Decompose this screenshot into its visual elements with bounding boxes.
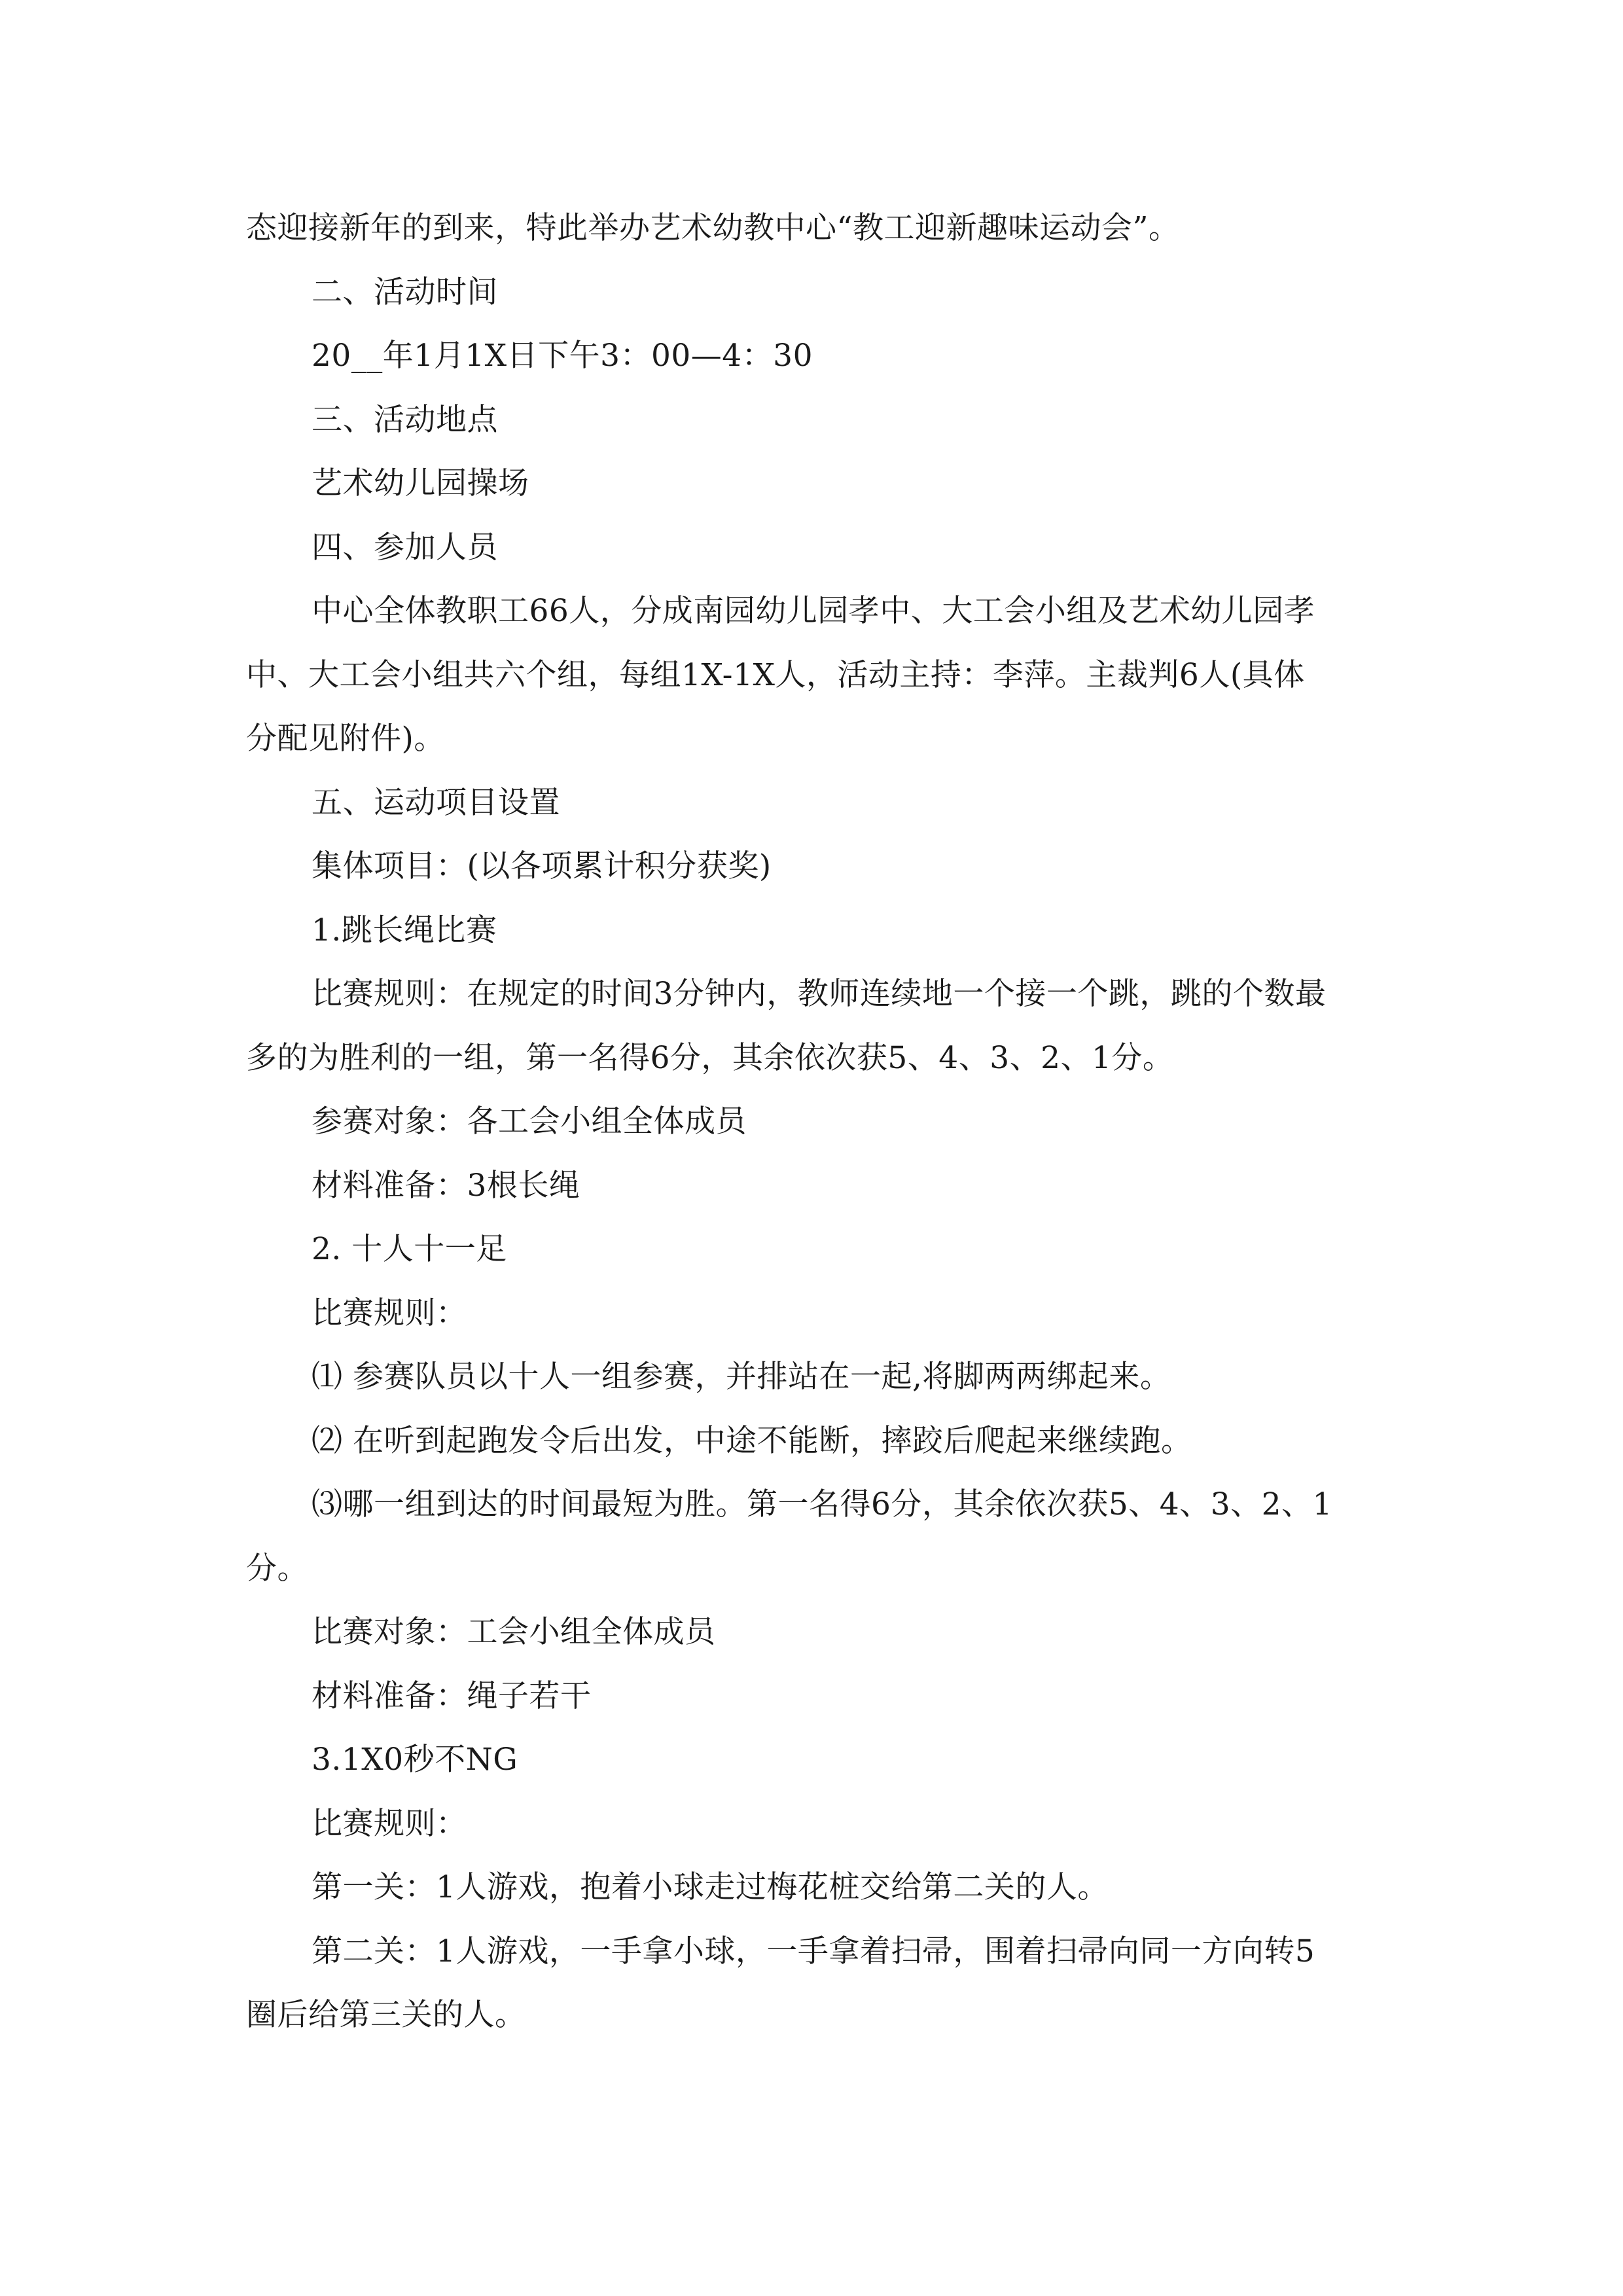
section-heading-location: 三、活动地点 — [312, 401, 498, 438]
event-title: 2. 十人十一足 — [312, 1231, 507, 1267]
section-heading-participants: 四、参加人员 — [312, 529, 498, 565]
paragraph-line: 分。 — [246, 1550, 308, 1587]
rule-item: ⑵ 在听到起跑发令后出发，中途不能断，摔跤后爬起来继续跑。 — [312, 1422, 1192, 1459]
rule-item: ⑶哪一组到达的时间最短为胜。第一名得6分，其余依次获5、4、3、2、1 — [312, 1486, 1332, 1522]
section-heading-time: 二、活动时间 — [312, 274, 498, 310]
rule-item: ⑴ 参赛队员以十人一组参赛，并排站在一起,将脚两两绑起来。 — [312, 1359, 1171, 1395]
paragraph-line: 态迎接新年的到来，特此举办艺术幼教中心“教工迎新趣味运动会”。 — [246, 210, 1180, 246]
paragraph-line: 中心全体教职工66人，分成南园幼儿园孝中、大工会小组及艺术幼儿园孝 — [312, 593, 1315, 629]
paragraph-line: 艺术幼儿园操场 — [312, 465, 529, 501]
paragraph-line: 比赛对象：工会小组全体成员 — [312, 1614, 716, 1650]
paragraph-line: 第一关：1人游戏，抱着小球走过梅花桩交给第二关的人。 — [312, 1869, 1109, 1905]
paragraph-line: 多的为胜利的一组，第一名得6分，其余依次获5、4、3、2、1分。 — [246, 1039, 1174, 1076]
paragraph-line: 材料准备：3根长绳 — [312, 1167, 580, 1204]
paragraph-line: 比赛规则： — [312, 1295, 467, 1331]
document-body — [246, 196, 1378, 2047]
paragraph-line: 集体项目：(以各项累计积分获奖) — [312, 848, 772, 884]
paragraph-line: 20__年1月1X日下午3：00—4：30 — [312, 338, 813, 374]
paragraph-line: 中、大工会小组共六个组，每组1X-1X人，活动主持：李萍。主裁判6人(具体 — [246, 656, 1305, 693]
paragraph-line: 圈后给第三关的人。 — [246, 1997, 526, 2033]
paragraph-line: 第二关：1人游戏，一手拿小球，一手拿着扫帚，围着扫帚向同一方向转5 — [312, 1933, 1315, 1969]
paragraph-line: 材料准备：绳子若干 — [312, 1677, 592, 1714]
event-title: 3.1X0秒不NG — [312, 1742, 518, 1778]
section-heading-events: 五、运动项目设置 — [312, 784, 560, 821]
event-title: 1.跳长绳比赛 — [312, 912, 497, 948]
paragraph-line: 比赛规则：在规定的时间3分钟内，教师连续地一个接一个跳，跳的个数最 — [312, 976, 1327, 1012]
paragraph-line: 参赛对象：各工会小组全体成员 — [312, 1103, 747, 1139]
paragraph-line: 分配见附件)。 — [246, 721, 445, 757]
paragraph-line: 比赛规则： — [312, 1805, 467, 1842]
